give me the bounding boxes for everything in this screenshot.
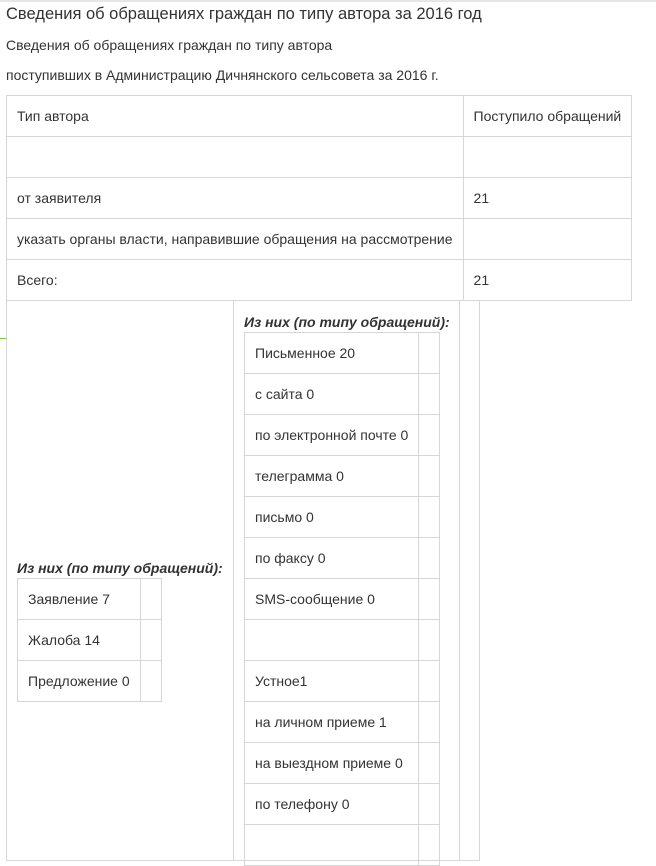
table-row (245, 661, 440, 702)
table-row (245, 333, 440, 374)
row-value (419, 661, 440, 702)
row-label: по телефону 0 (245, 784, 419, 825)
table-row (245, 620, 440, 661)
table-row (245, 538, 440, 579)
row-value (419, 538, 440, 579)
page-title: Сведения об обращениях граждан по типу автора за 2016 год (6, 5, 482, 23)
row-label: Всего: (7, 260, 464, 301)
row-label (245, 825, 419, 866)
row-value (419, 743, 440, 784)
table-row (245, 784, 440, 825)
row-label: от заявителя (7, 178, 464, 219)
left-breakdown-heading: Из них (по типу обращений): (17, 560, 223, 576)
row-label: Жалоба 14 (18, 620, 141, 661)
row-label: с сайта 0 (245, 374, 419, 415)
table-row (7, 137, 632, 178)
table-row (245, 415, 440, 456)
row-label: Устное1 (245, 661, 419, 702)
right-breakdown-heading: Из них (по типу обращений): (244, 314, 450, 330)
row-value (419, 579, 440, 620)
subtitle-line-2: поступивших в Администрацию Дичнянского сельсовета за 2016 г. (6, 67, 439, 83)
table-row (245, 497, 440, 538)
header-received: Поступило обращений (463, 96, 632, 137)
row-label: Предложение 0 (18, 661, 141, 702)
left-breakdown-table (17, 578, 162, 702)
table-row (18, 620, 162, 661)
row-value (419, 702, 440, 743)
row-value (419, 374, 440, 415)
row-label: Заявление 7 (18, 579, 141, 620)
row-value (419, 415, 440, 456)
table-row (245, 579, 440, 620)
table-row (245, 743, 440, 784)
column-divider (459, 301, 460, 861)
column-divider (233, 301, 234, 861)
subtitle-line-1: Сведения об обращениях граждан по типу автора (6, 37, 333, 53)
table-row (18, 579, 162, 620)
row-value (463, 219, 632, 260)
row-value (141, 661, 162, 702)
table-row (7, 178, 632, 219)
header-author-type: Тип автора (7, 96, 464, 137)
row-value (141, 620, 162, 661)
row-label: на личном приеме 1 (245, 702, 419, 743)
row-label: по факсу 0 (245, 538, 419, 579)
row-value (141, 579, 162, 620)
top-divider (0, 0, 656, 2)
row-value: 21 (463, 178, 632, 219)
row-value (419, 784, 440, 825)
row-label: телеграмма 0 (245, 456, 419, 497)
row-label: SMS-сообщение 0 (245, 579, 419, 620)
author-type-table (6, 95, 632, 301)
row-label: указать органы власти, направившие обращения на рассмотрение (7, 219, 464, 260)
row-value (419, 620, 440, 661)
row-label (7, 137, 464, 178)
table-row (18, 661, 162, 702)
row-label: Письменное 20 (245, 333, 419, 374)
row-label: на выездном приеме 0 (245, 743, 419, 784)
row-value (419, 456, 440, 497)
table-row (245, 374, 440, 415)
row-label: письмо 0 (245, 497, 419, 538)
table-row (7, 260, 632, 301)
row-value (419, 497, 440, 538)
row-label: по электронной почте 0 (245, 415, 419, 456)
row-value (463, 137, 632, 178)
table-row (7, 219, 632, 260)
row-value (419, 825, 440, 866)
right-breakdown-table (244, 332, 440, 866)
table-row (245, 825, 440, 866)
row-value (419, 333, 440, 374)
table-header-row (7, 96, 632, 137)
table-row (245, 702, 440, 743)
row-label (245, 620, 419, 661)
table-row (245, 456, 440, 497)
row-value: 21 (463, 260, 632, 301)
